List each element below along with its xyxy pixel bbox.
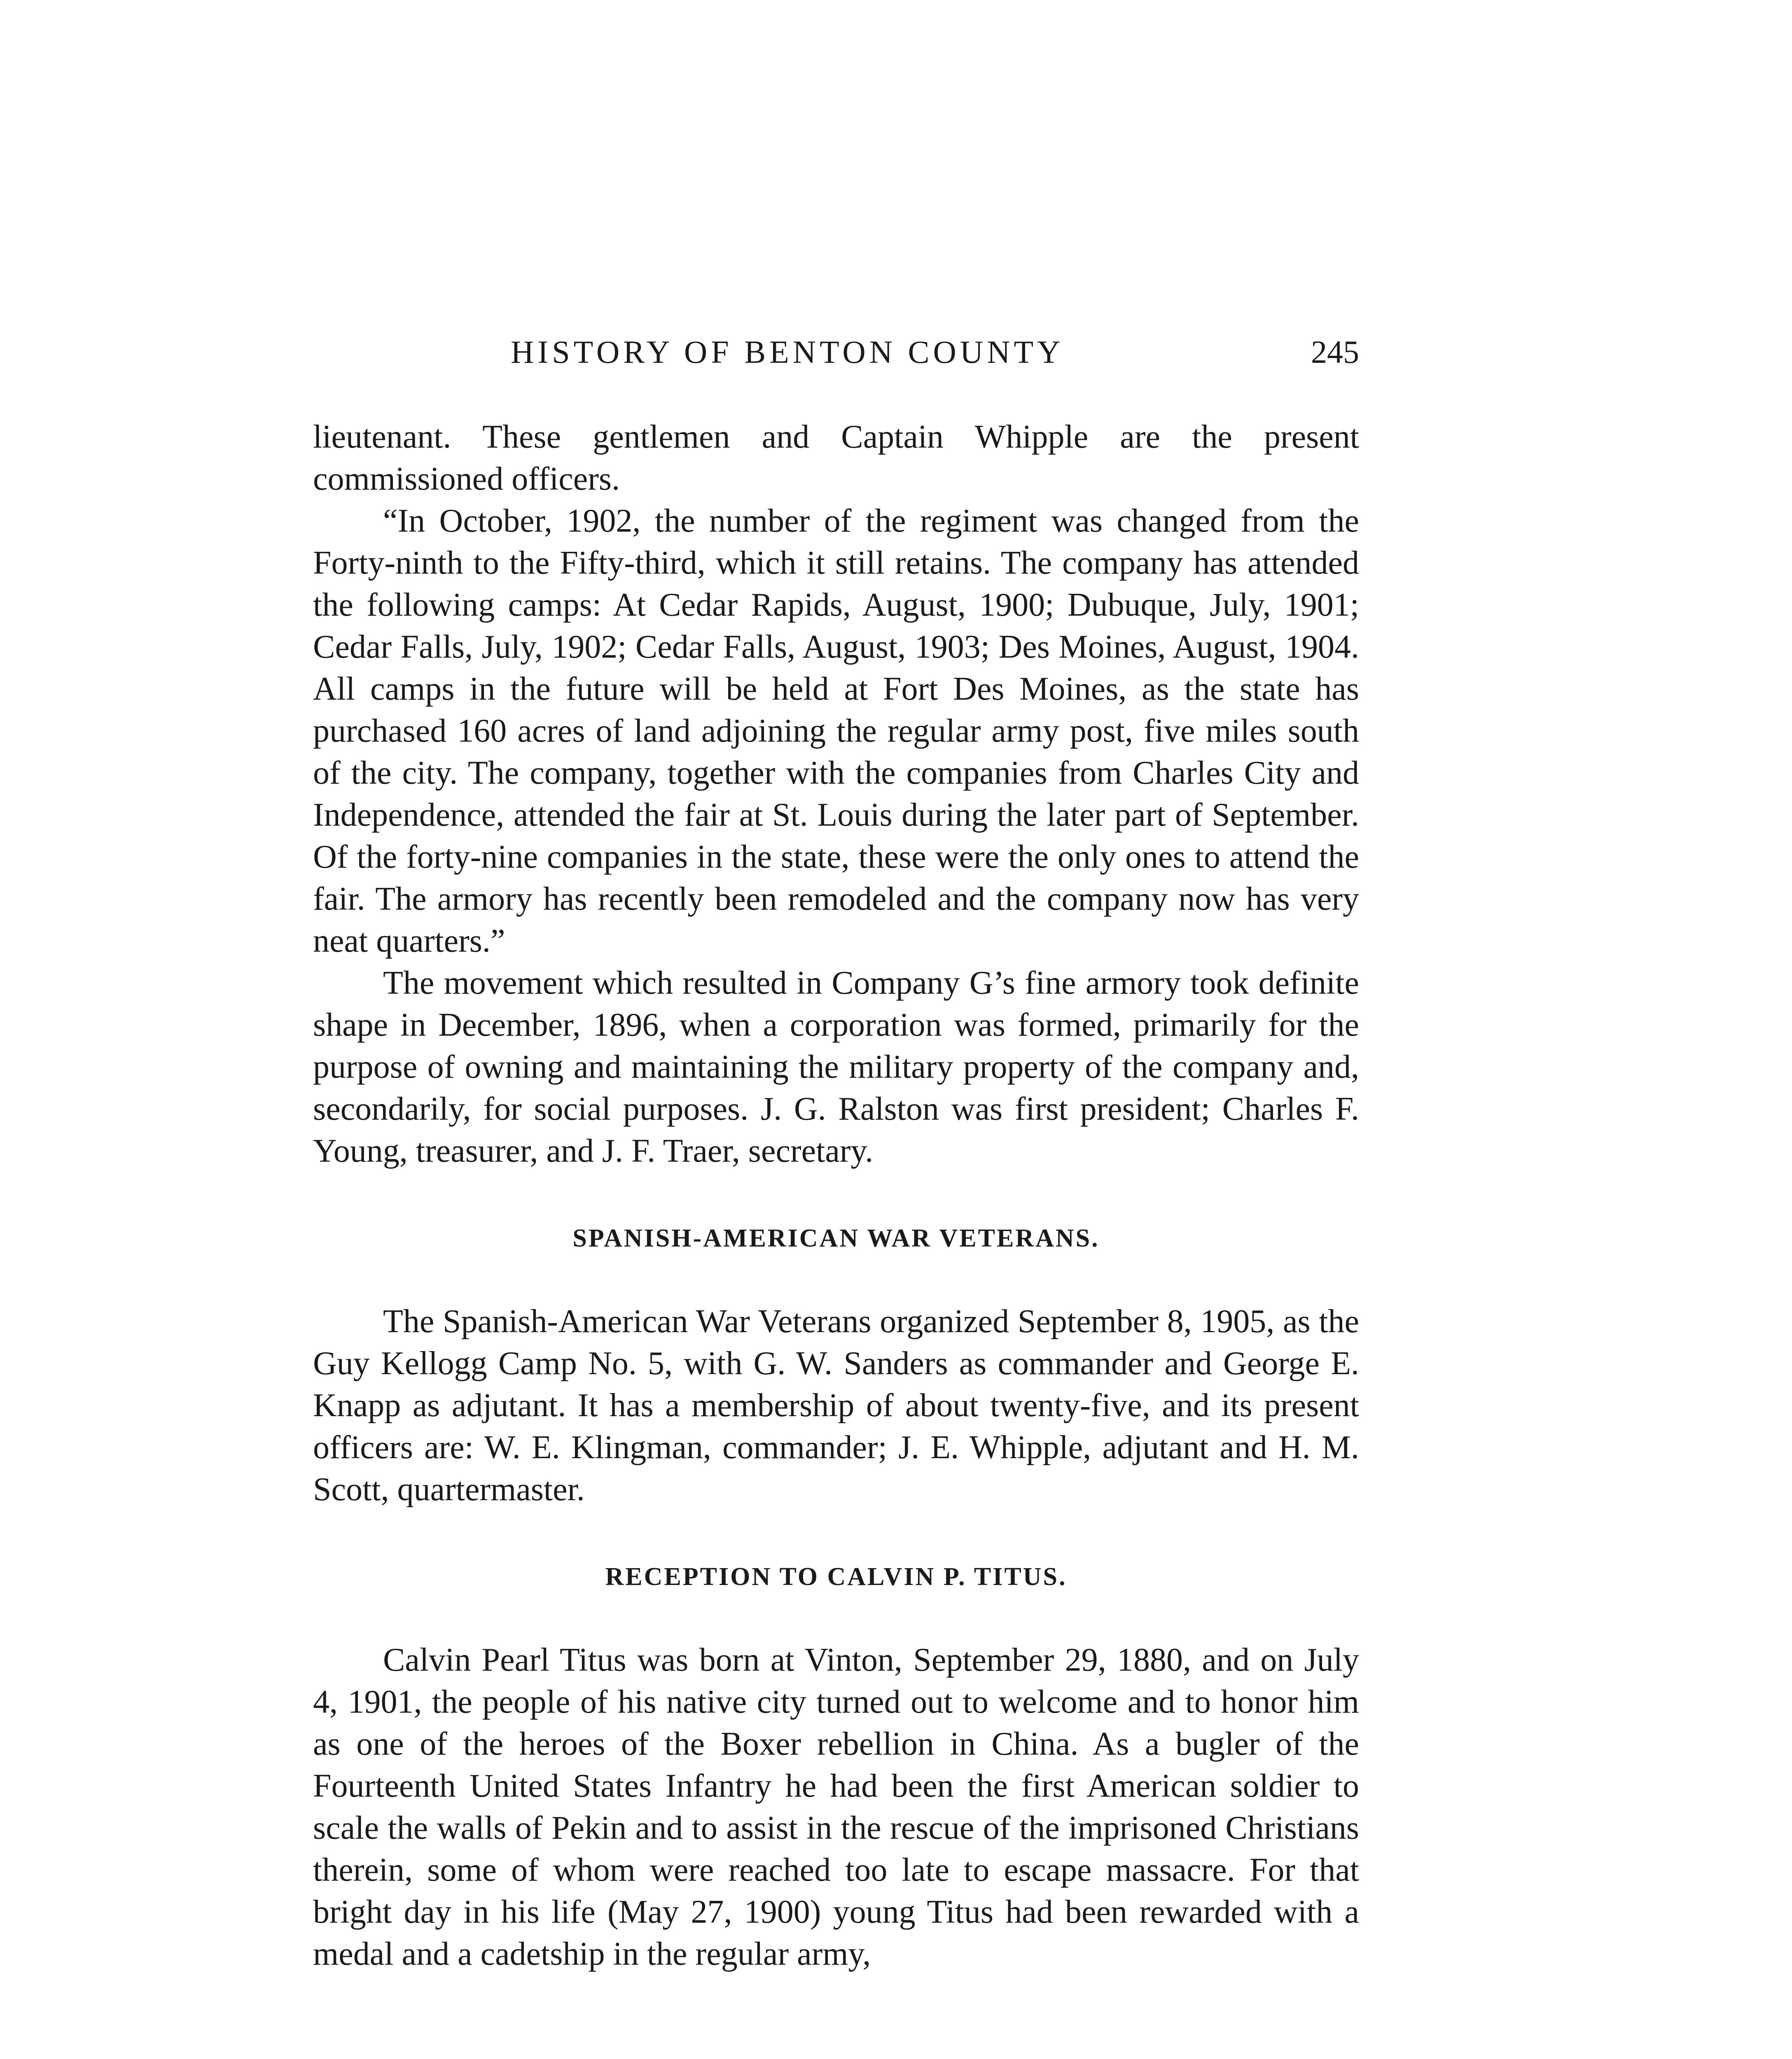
paragraph-continuation: lieutenant. These gentlemen and Captain Whipple are the present commissioned officers. <box>313 419 1359 497</box>
heading-reception-titus: RECEPTION TO CALVIN P. TITUS. <box>605 1563 1067 1591</box>
running-head <box>313 334 1359 375</box>
paragraph-calvin-titus: Calvin Pearl Titus was born at Vinton, September 29, 1880, and on July 4, 1901, the people of his native city turned out to welcome and to honor him as one of the heroes of the Boxer rebellion in China. As a bugler of the Fourteenth United States Infantry he had been the first American soldier to scale the walls of Pekin and to assist in the rescue of the imprisoned Christians therein, some of whom were reached too late to escape massacre. For that bright day in his life (May 27, 1900) young Titus had been rewarded with a medal and a cadetship in the regular army, <box>313 1642 1359 1972</box>
body-text <box>313 416 1359 1975</box>
paragraph-regiment-quote: “In October, 1902, the number of the regiment was changed from the Forty-ninth to the Fifty-third, which it still retains. The company has attended the following camps: At Cedar Rapids, August, 1900; Dubuque, July, 1901; Cedar Falls, July, 1902; Cedar Falls, August, 1903; Des Moines, August, 1904. All camps in the future will be held at Fort Des Moines, as the state has purchased 160 acres of land adjoining the regular army post, five miles south of the city. The company, together with the companies from Charles City and Independence, attended the fair at St. Louis during the later part of September. Of the forty-nine companies in the state, these were the only ones to attend the fair. The armory has recently been remodeled and the company now has very neat quarters.” <box>313 503 1359 959</box>
paragraph-armory-corporation: The movement which resulted in Company G’s fine armory took definite shape in December, 1896, when a corporation was formed, primarily for the purpose of owning and maintaining the military property of the company and, secondarily, for social purposes. J. G. Ralston was first president; Charles F. Young, treasurer, and J. F. Traer, secretary. <box>313 965 1359 1169</box>
page-number: 245 <box>1311 334 1359 370</box>
spacer <box>313 1172 1359 1217</box>
running-title: HISTORY OF BENTON COUNTY <box>511 334 1064 370</box>
heading-spanish-american-war-veterans: SPANISH-AMERICAN WAR VETERANS. <box>572 1224 1100 1252</box>
spacer <box>313 1510 1359 1556</box>
paragraph-spanish-american-veterans: The Spanish-American War Veterans organized September 8, 1905, as the Guy Kellogg Camp No. 5, with G. W. Sanders as commander and George E. Knapp as adjutant. It has a membership of about twenty-five, and its present officers are: W. E. Klingman, commander; J. E. Whipple, adjutant and H. M. Scott, quartermaster. <box>313 1303 1359 1508</box>
spacer <box>313 1259 1359 1300</box>
spacer <box>313 1598 1359 1639</box>
